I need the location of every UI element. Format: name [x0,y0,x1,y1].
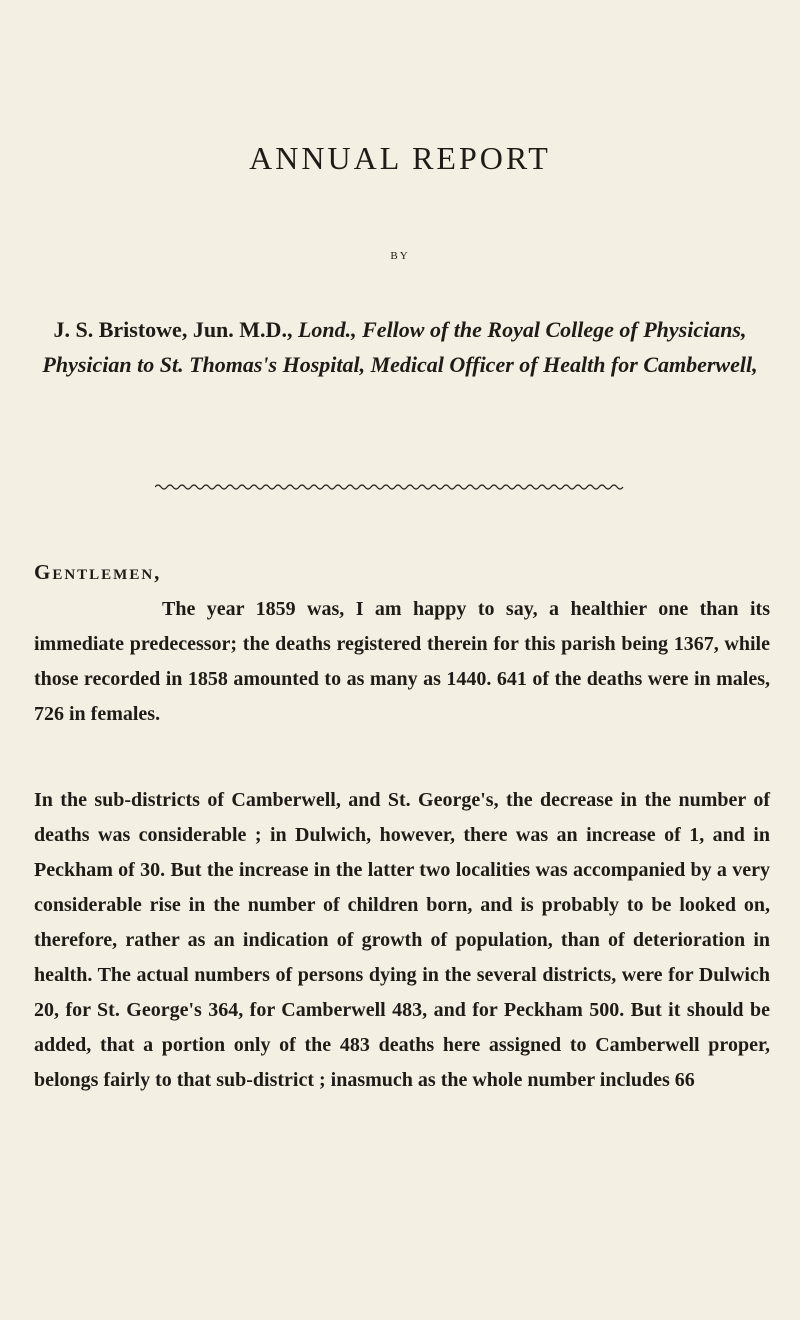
salutation: Gentlemen, [34,560,162,584]
author-credentials: Lond., Fellow of the Royal College of Physicians, Physician to St. Thomas's Hospital, Medical Officer of Health for Camberwell, [42,317,758,377]
author-block [30,312,770,382]
by-line: BY [390,250,410,262]
decorative-wavy-rule [155,480,625,494]
report-title: ANNUAL REPORT [249,140,551,176]
paragraph-1: The year 1859 was, I am happy to say, a healthier one than its immediate predecessor; the deaths registered therein for this parish being 1367, while those recorded in 1858 amounted to as many as 1440. 641 of the deaths were in males, 726 in females. [34,598,770,725]
author-name: J. S. Bristowe, Jun. M.D., [53,317,293,342]
paragraph-2: In the sub-districts of Camberwell, and St. George's, the decrease in the number of deaths was considerable ; in Dulwich, however, there was an increase of 1, and in Peckham of 30. But the increase in the latter two localities was accompanied by a very considerable rise in the number of children born, and is probably to be looked on, therefore, rather as an indication of growth of population, than of deterioration in health. The actual numbers of persons dying in the several districts, were for Dulwich 20, for St. George's 364, for Camberwell 483, and for Peckham 500. But it should be added, that a portion only of the 483 deaths here assigned to Camberwell proper, belongs fairly to that sub-district ; inasmuch as the whole number includes 66 [34,789,770,1091]
